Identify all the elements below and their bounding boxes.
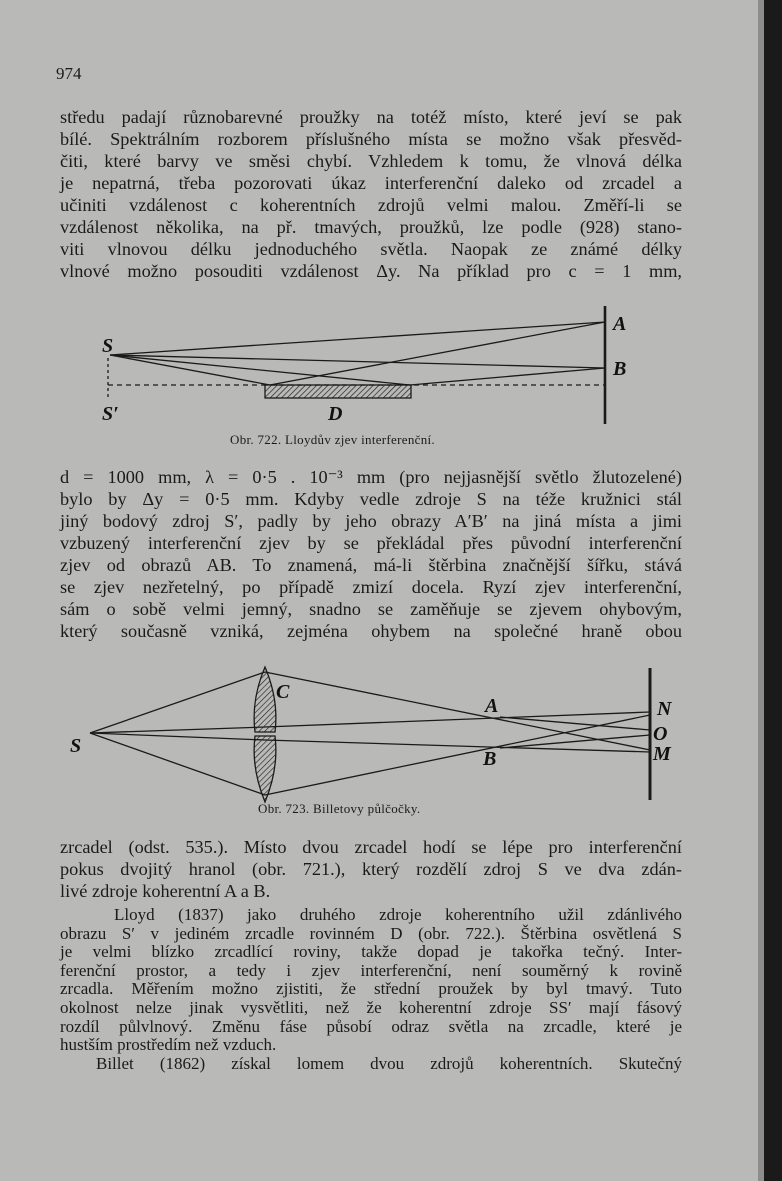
text-line: viti vlnovou délku jednoduchého světla. Naopak ze známé délky [60,239,682,259]
label-b: B [483,748,497,770]
text-line: středu padají různobarevné proužky na totéž místo, které jeví se pak [60,107,682,127]
paragraph-2 [60,466,682,642]
paragraph-1 [60,106,682,282]
label-d: D [328,403,343,425]
label-m: M [653,743,671,765]
label-s: S [102,335,114,357]
text-line: obrazu S′ v jediném zrcadle rovinném D (obr. 722.). Štěrbina osvětlená S [60,923,682,943]
figure-722-caption: Obr. 722. Lloydův zjev interferenční. [230,432,435,447]
text-line: vzdálenost několika, na př. tmavých, proužků, lze podle (928) stano- [60,217,682,237]
label-b: B [613,358,627,380]
figure-723-diagram [0,655,700,805]
text-line: vlnové možno posouditi vzdálenost Δy. Na příklad pro c = 1 mm, [60,261,682,281]
half-lens-upper [254,667,276,732]
text-line: učiniti vzdálenost c koherentních zdrojů velmi malou. Změří-li se [60,195,682,215]
page-number: 974 [56,64,82,83]
text-line: hustším prostředím než vzduch. [60,1035,277,1055]
text-line: čiti, které barvy ve směsi chybí. Vzhledem k tomu, že vlnová délka [60,151,682,171]
label-o: O [653,723,668,745]
text-line: vzbuzený interferenční zjev by se překládal přes původní interferenční [60,533,682,553]
text-line: zrcadel (odst. 535.). Místo dvou zrcadel hodí se lépe pro interferenční [60,837,682,857]
label-n: N [657,698,672,720]
text-line: ferenční prostor, a tedy i zjev interferenční, není souměrný k rovině [60,960,682,980]
label-s-prime: S′ [102,403,119,425]
paragraph-4 [60,906,682,1073]
text-line: je nepatrná, třeba pozorovati úkaz interferenční daleko od zrcadel a [60,173,682,193]
text-line: rozdíl půlvlnový. Změnu fáse působí odraz světla na zrcadle, které je [60,1016,682,1036]
text-line: zrcadla. Měřením možno zjistiti, že střední proužek by byl tmavý. Tuto [60,979,682,999]
label-a: A [485,695,499,717]
figure-723-caption: Obr. 723. Billetovy půlčočky. [258,801,421,816]
text-line: pokus dvojitý hranol (obr. 721.), který rozdělí zdroj S ve dva zdán- [60,859,682,879]
figure-722-diagram [0,290,700,435]
text-line: bylo by Δy = 0·5 mm. Kdyby vedle zdroje S na téže kružnici stál [60,489,682,509]
text-line: sám o sobě velmi jemný, snadno se zaměňuje se zjevem ohybovým, [60,599,682,619]
text-line: livé zdroje koherentní A a B. [60,881,271,901]
label-c: C [276,681,290,703]
text-line: je velmi blízko zrcadlící roviny, takže dopad je takořka tečný. Inter- [60,942,682,962]
text-line: d = 1000 mm, λ = 0·5 . 10⁻³ mm (pro nejjasnější světlo žlutozelené) [60,467,682,487]
text-line: se zjev nezřetelný, po případě zmizí docela. Ryzí zjev interferenční, [60,577,682,597]
text-line: bílé. Spektrálním rozborem příslušného místa se možno však přesvěd- [60,129,682,149]
label-s: S [70,735,82,757]
text-line: okolnost nelze jinak vysvětliti, než že koherentní zdroje SS′ mají fásový [60,997,682,1017]
mirror-d [265,385,411,398]
text-line: zjev od obrazů AB. To znamená, má-li štěrbina značnější šířku, stává [60,555,682,575]
text-line: který současně vzniká, zejména ohybem na společné hraně obou [60,621,682,641]
label-a: A [613,313,627,335]
text-line: Lloyd (1837) jako druhého zdroje koherentního užil zdánlivého [114,905,682,924]
scan-edge [764,0,782,1181]
text-line: Billet (1862) získal lomem dvou zdrojů koherentních. Skutečný [96,1053,682,1073]
paragraph-3 [60,836,682,902]
text-line: jiný bodový zdroj S′, padly by jeho obrazy A′B′ na jiná místa a jimi [60,511,682,531]
